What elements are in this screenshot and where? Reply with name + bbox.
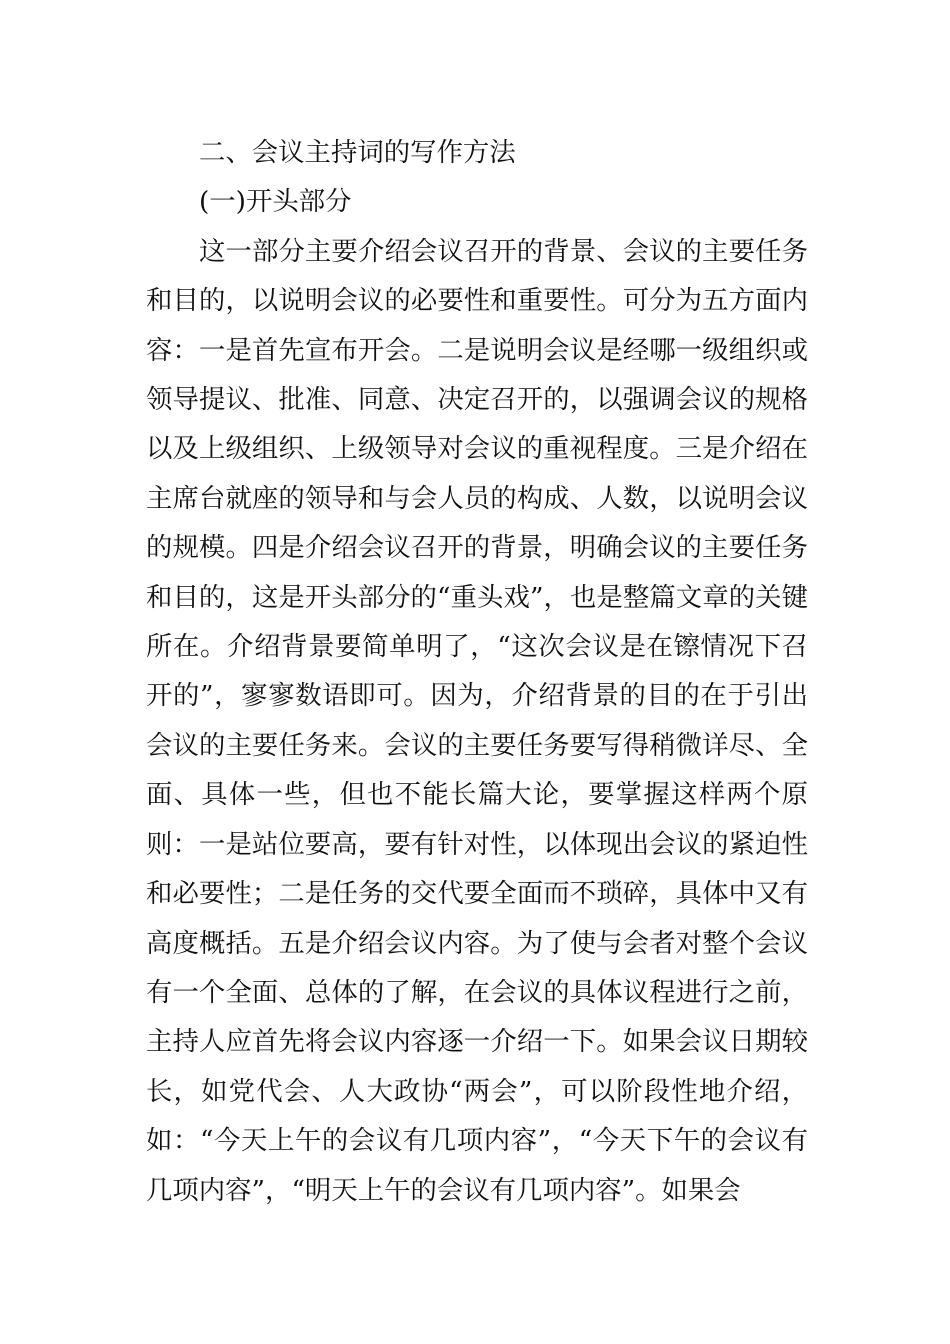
body-paragraph: 这一部分主要介绍会议召开的背景、会议的主要任务和目的，以说明会议的必要性和重要性。可分为五方面内容：一是首先宣布开会。二是说明会议是经哪一级组织或领导提议、批准、同意、决定召开的，以强调会议的规格以及上级组织、上级领导对会议的重视程度。三是介绍在主席台就座的领导和与会人员的构成、人数，以说明会议的规模。四是介绍会议召开的背景，明确会议的主要任务和目的，这是开头部分的“重头戏”，也是整篇文章的关键所在。介绍背景要简单明了，“这次会议是在镲情况下召开的”，寥寥数语即可。因为，介绍背景的目的在于引出会议的主要任务来。会议的主要任务要写得稍微详尽、全面、具体一些，但也不能长篇大论，要掌握这样两个原则：一是站位要高，要有针对性，以体现出会议的紧迫性和必要性；二是任务的交代要全面而不琐碎，具体中又有高度概括。五是介绍会议内容。为了使与会者对整个会议有一个全面、总体的了解，在会议的具体议程进行之前，主持人应首先将会议内容逐一介绍一下。如果会议日期较长，如党代会、人大政协“两会”，可以阶段性地介绍，如：“今天上午的会议有几项内容”，“今天下午的会议有几项内容”，“明天上午的会议有几项内容”。如果会 [146, 235, 808, 1206]
subsection-heading: (一)开头部分 [199, 186, 352, 218]
document-body [146, 128, 808, 1215]
section-heading: 二、会议主持词的写作方法 [199, 137, 516, 168]
